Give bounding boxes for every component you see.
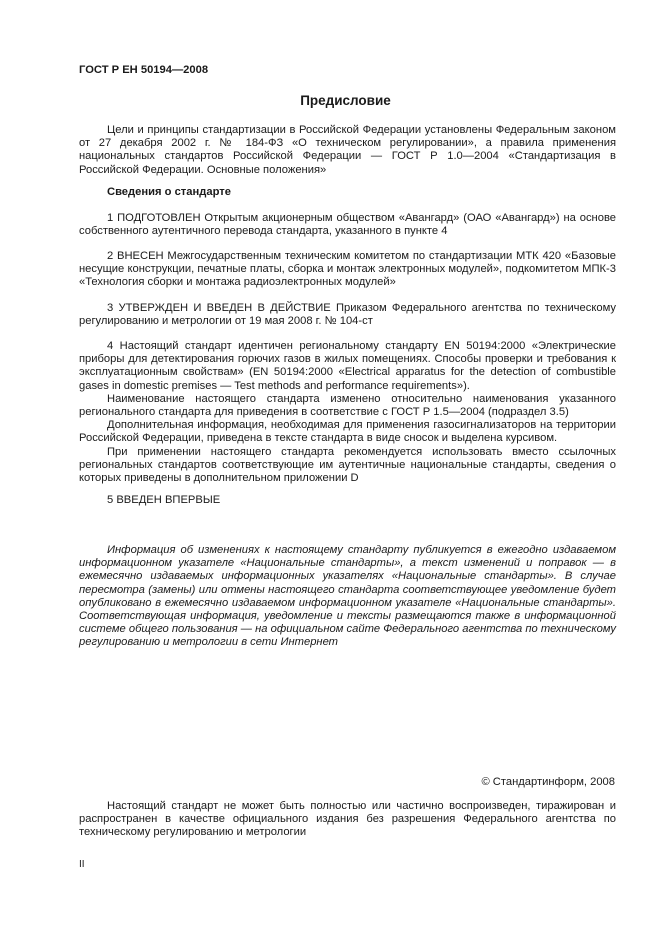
- item-3-paragraph: 3 УТВЕРЖДЕН И ВВЕДЕН В ДЕЙСТВИЕ Приказом Федерального агентства по техническому регулированию и метрологии от 19 мая 2008 г. № 104-ст: [79, 302, 616, 328]
- intro-section: [79, 124, 616, 177]
- item-2-paragraph: 2 ВНЕСЕН Межгосударственным техническим комитетом по стандартизации МТК 420 «Базовые несущие конструкции, печатные платы, сборка и монтаж электронных модулей», подкомитетом МПК-3 «Технология сборки и монтажа радиоэлектронных модулей»: [79, 250, 616, 289]
- document-header: ГОСТ Р ЕН 50194—2008: [79, 64, 209, 76]
- item-4-additional-info: Дополнительная информация, необходимая для применения газосигнализаторов на территории Российской Федерации, приведена в тексте стандарта в виде сносок и выделена курсивом.: [79, 419, 616, 445]
- item-5-section: [79, 494, 616, 507]
- item-2-section: [79, 250, 616, 290]
- intro-paragraph: Цели и принципы стандартизации в Российской Федерации установлены Федеральным законом от 27 декабря 2002 г. № 184-ФЗ «О техническом регулировании», а правила применения национальных стандартов Российской Федерации — ГОСТ Р 1.0—2004 «Стандартизация в Российской Федерации. Основные положения»: [79, 124, 616, 176]
- item-4-section: [79, 340, 616, 485]
- item-5-paragraph: 5 ВВЕДЕН ВПЕРВЫЕ: [107, 494, 221, 506]
- reproduction-notice: Настоящий стандарт не может быть полностью или частично воспроизведен, тиражирован и распространен в качестве официального издания без разрешения Федерального агентства по техническому регулированию и метрологии: [79, 800, 616, 839]
- item-1-paragraph: 1 ПОДГОТОВЛЕН Открытым акционерным обществом «Авангард» (ОАО «Авангард») на основе собственного аутентичного перевода стандарта, указанного в пункте 4: [79, 212, 616, 238]
- page-title: Предисловие: [300, 93, 391, 108]
- copyright: © Стандартинформ, 2008: [481, 776, 615, 788]
- reproduction-section: [79, 800, 616, 840]
- item-1-section: [79, 212, 616, 238]
- changes-notice: Информация об изменениях к настоящему стандарту публикуется в ежегодно издаваемом информационном указателе «Национальные стандарты», а текст изменений и поправок — в ежемесячно издаваемых информационных указателях «Национальные стандарты». В случае пересмотра (замены) или отмены настоящего стандарта соответствующее уведомление будет опубликовано в ежемесячно издаваемом информационном указателе «Национальные стандарты». Соответствующая информация, уведомление и тексты размещаются также в информационной системе общего пользования — на официальном сайте Федерального агентства по техническому регулированию и метрологии в сети Интернет: [79, 544, 616, 649]
- item-4-references: При применении настоящего стандарта рекомендуется использовать вместо ссылочных региональных стандартов соответствующие им аутентичные национальные стандарты, сведения о которых приведены в дополнительном приложении D: [79, 445, 616, 485]
- page-number: II: [79, 859, 85, 870]
- info-heading: Сведения о стандарте: [107, 186, 231, 198]
- item-4-paragraph: 4 Настоящий стандарт идентичен региональному стандарту EN 50194:2000 «Электрические приборы для детектирования горючих газов в жилых помещениях. Способы проверки и требования к эксплуатационным свойствам» (EN 50194:2000 «Electrical apparatus for the detection of combustible gases in domestic premises — Test methods and performance requirements»).: [79, 340, 616, 392]
- changes-notice-section: [79, 544, 616, 650]
- item-4-name-change: Наименование настоящего стандарта изменено относительно наименования указанного регионального стандарта для приведения в соответствие с ГОСТ Р 1.5—2004 (подраздел 3.5): [79, 392, 616, 419]
- item-3-section: [79, 302, 616, 328]
